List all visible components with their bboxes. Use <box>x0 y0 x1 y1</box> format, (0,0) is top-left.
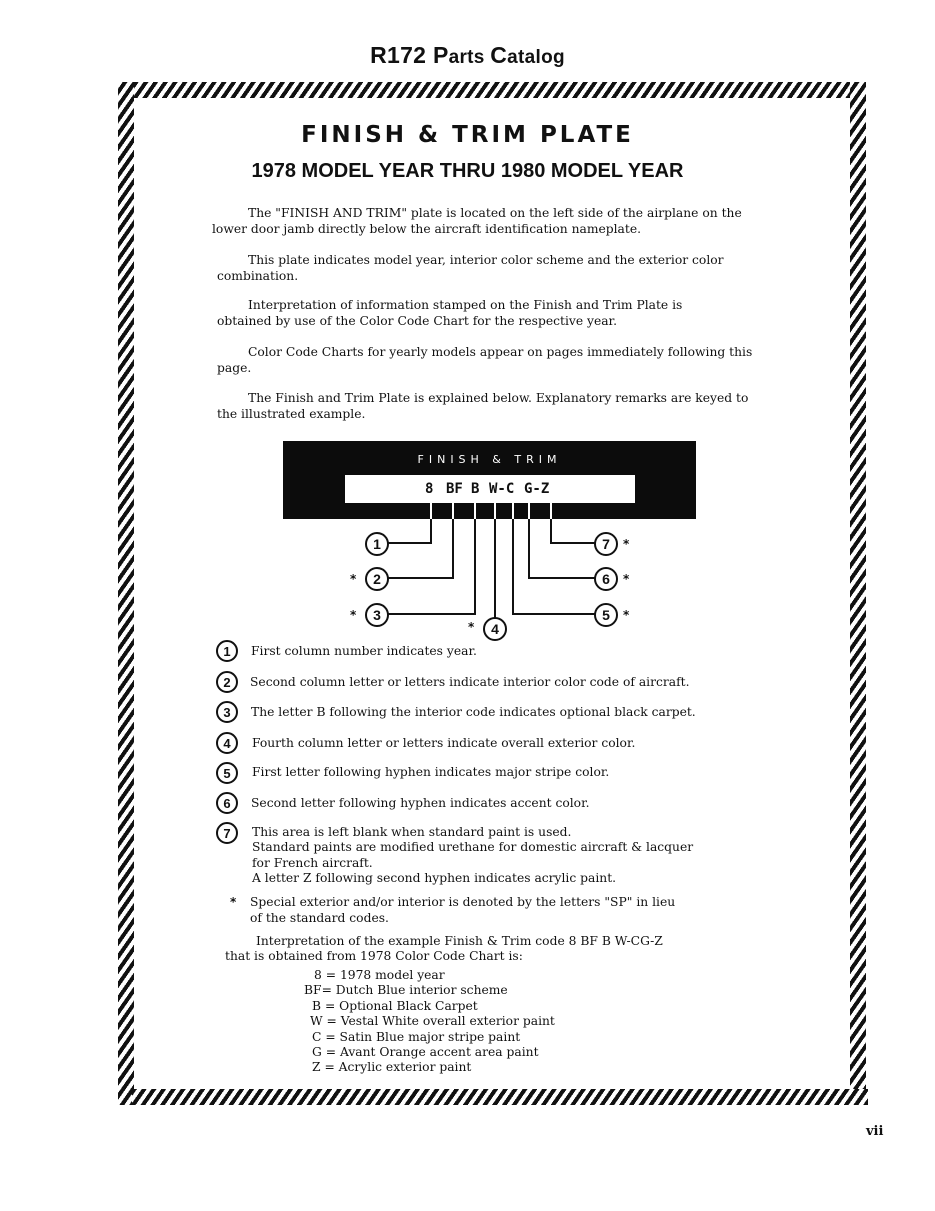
plate-label: FINISH & TRIM <box>417 453 562 466</box>
plate-code-exterior-stripe: W-C <box>489 481 515 497</box>
interpretation-intro-line-1: Interpretation of the example Finish & Trim code 8 BF B W-CG-Z <box>256 934 663 948</box>
legend-number-1: 1 <box>216 640 238 662</box>
asterisk-icon: * <box>230 895 237 909</box>
header-letter: P <box>432 42 449 68</box>
callout-3: 3 <box>365 603 389 627</box>
leader-line-1 <box>430 519 432 544</box>
interpretation-item: C = Satin Blue major stripe paint <box>312 1030 521 1044</box>
legend-number-5: 5 <box>216 762 238 784</box>
leader-line-3 <box>388 613 476 615</box>
plate-code-year: 8 <box>425 481 434 497</box>
callout-6: 6 <box>594 567 618 591</box>
page-subtitle: 1978 MODEL YEAR THRU 1980 MODEL YEAR <box>251 160 684 182</box>
legend-text-1: First column number indicates year. <box>251 644 477 658</box>
legend-number-7: 7 <box>216 822 238 844</box>
page-title: FINISH & TRIM PLATE <box>301 122 634 148</box>
legend-text-7-line-4: A letter Z following second hyphen indicates acrylic paint. <box>252 871 617 885</box>
asterisk-icon: * <box>350 608 357 622</box>
legend-text-2: Second column letter or letters indicate interior color code of aircraft. <box>250 675 690 689</box>
hatched-border-left <box>118 82 134 1105</box>
leader-line-4 <box>494 519 496 619</box>
hatched-border-top <box>118 82 860 98</box>
legend-number-3: 3 <box>216 701 238 723</box>
paragraph-explanation: The Finish and Trim Plate is explained below. Explanatory remarks are keyed to the illustrated example. <box>217 391 749 421</box>
legend-number-6: 6 <box>216 792 238 814</box>
plate-tick <box>494 500 496 519</box>
header-letter: C <box>490 42 508 68</box>
legend-number-4: 4 <box>216 732 238 754</box>
asterisk-icon: * <box>350 572 357 586</box>
legend-text-7-line-1: This area is left blank when standard paint is used. <box>252 825 572 839</box>
paragraph-plate-info: This plate indicates model year, interior color scheme and the exterior color combination. <box>217 253 724 283</box>
plate-code-carpet: B <box>471 481 480 497</box>
paragraph-interpretation: Interpretation of information stamped on the Finish and Trim Plate is obtained by use of the Color Code Chart for the respective year. <box>217 298 683 328</box>
leader-line-7 <box>550 542 596 544</box>
leader-line-6 <box>528 519 530 579</box>
callout-2: 2 <box>365 567 389 591</box>
interpretation-intro-line-2: that is obtained from 1978 Color Code Chart is: <box>225 949 523 963</box>
legend-number-2: 2 <box>216 671 238 693</box>
legend-text-7-line-3: for French aircraft. <box>252 856 373 870</box>
leader-line-3 <box>474 519 476 615</box>
paragraph-location: The "FINISH AND TRIM" plate is located on the left side of the airplane on the lower door jamb directly below the aircraft identification nameplate. <box>212 206 742 236</box>
plate-code-accent-paint: G-Z <box>524 481 550 497</box>
callout-4: 4 <box>483 617 507 641</box>
interpretation-item: G = Avant Orange accent area paint <box>312 1045 539 1059</box>
leader-line-2 <box>452 519 454 579</box>
special-note-line-1: Special exterior and/or interior is denoted by the letters "SP" in lieu <box>250 895 676 909</box>
callout-1: 1 <box>365 532 389 556</box>
plate-tick <box>550 500 552 519</box>
interpretation-item: W = Vestal White overall exterior paint <box>310 1014 555 1028</box>
asterisk-icon: * <box>623 537 630 551</box>
asterisk-icon: * <box>623 572 630 586</box>
legend-text-3: The letter B following the interior code indicates optional black carpet. <box>251 705 696 719</box>
interpretation-item: BF= Dutch Blue interior scheme <box>304 983 508 997</box>
leader-line-1 <box>388 542 432 544</box>
catalog-header <box>0 42 935 69</box>
special-note-line-2: of the standard codes. <box>250 911 389 925</box>
paragraph-color-charts: Color Code Charts for yearly models appear on pages immediately following this page. <box>217 345 753 375</box>
leader-line-5 <box>512 613 596 615</box>
page-number: vii <box>866 1124 884 1139</box>
hatched-border-bottom <box>132 1089 868 1105</box>
legend-text-7-line-2: Standard paints are modified urethane for domestic aircraft & lacquer <box>252 840 694 854</box>
leader-line-2 <box>388 577 454 579</box>
interpretation-item: 8 = 1978 model year <box>314 968 445 982</box>
header-word: atalog <box>507 47 565 68</box>
leader-line-5 <box>512 519 514 615</box>
plate-tick <box>474 500 476 519</box>
callout-5: 5 <box>594 603 618 627</box>
callout-7: 7 <box>594 532 618 556</box>
plate-code-interior: BF <box>446 481 463 497</box>
plate-tick <box>430 500 432 519</box>
plate-tick <box>528 500 530 519</box>
leader-line-7 <box>550 519 552 544</box>
header-model: R172 <box>370 42 433 68</box>
legend-text-4: Fourth column letter or letters indicate overall exterior color. <box>252 736 636 750</box>
asterisk-icon: * <box>468 620 475 634</box>
asterisk-icon: * <box>623 608 630 622</box>
legend-text-5: First letter following hyphen indicates major stripe color. <box>252 765 610 779</box>
leader-line-6 <box>528 577 596 579</box>
header-word: arts <box>448 47 491 68</box>
plate-tick <box>452 500 454 519</box>
interpretation-item: B = Optional Black Carpet <box>312 999 478 1013</box>
legend-text-6: Second letter following hyphen indicates accent color. <box>251 796 590 810</box>
hatched-border-right <box>850 82 866 1105</box>
interpretation-item: Z = Acrylic exterior paint <box>312 1060 472 1074</box>
plate-tick <box>512 500 514 519</box>
